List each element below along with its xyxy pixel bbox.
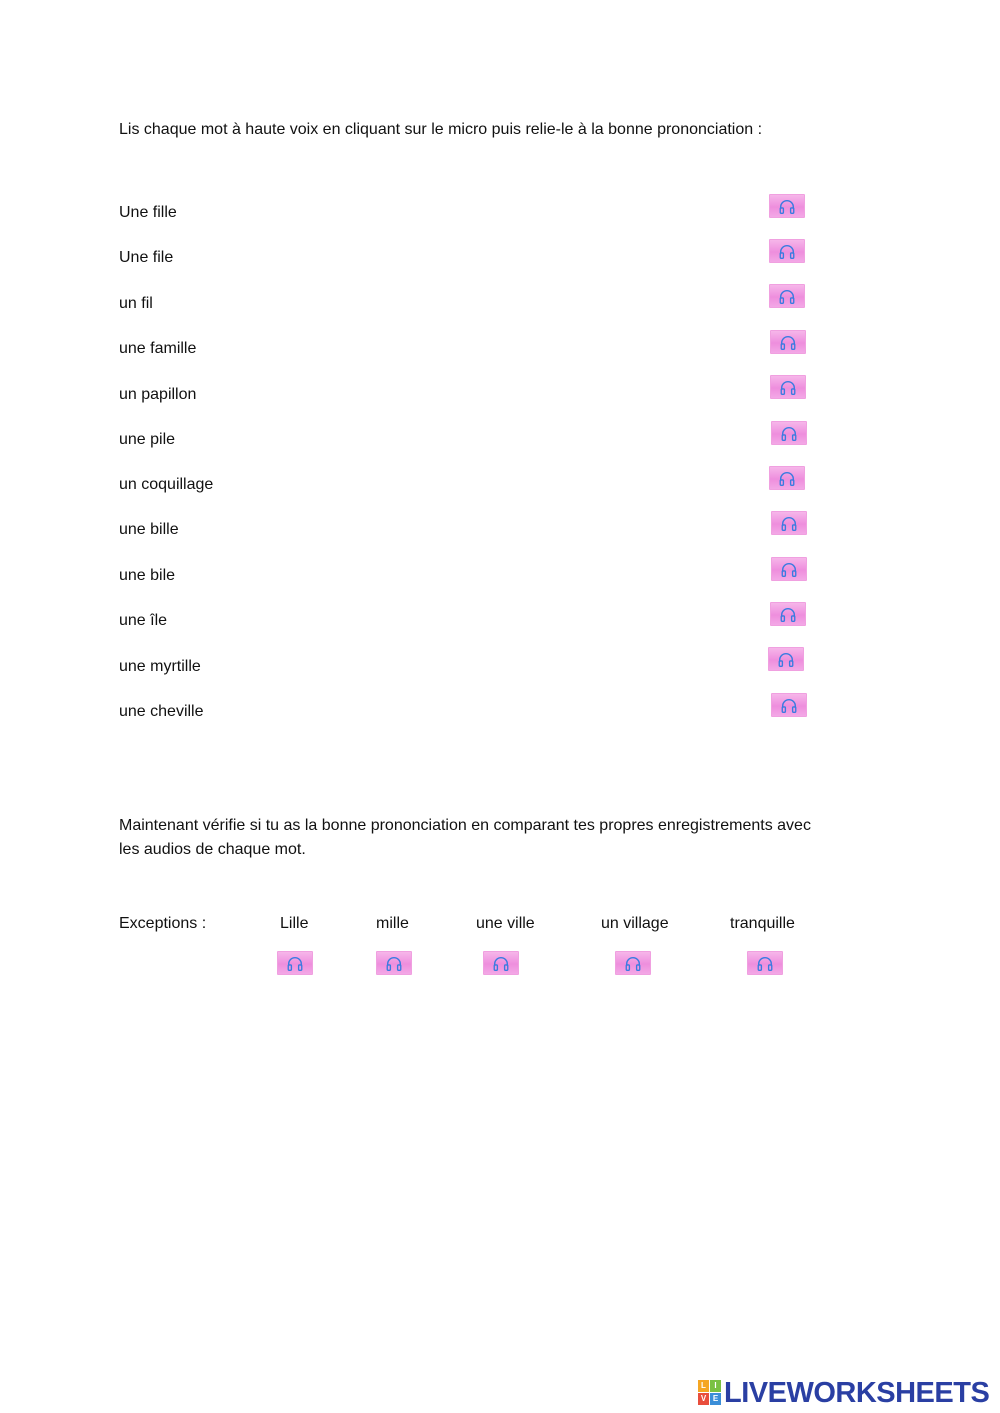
word-label: Une fille	[119, 204, 177, 221]
audio-button[interactable]	[376, 951, 412, 975]
headphones-icon	[286, 955, 304, 973]
brand-name: LIVEWORKSHEETS	[724, 1377, 990, 1409]
audio-button[interactable]	[483, 951, 519, 975]
word-label: un papillon	[119, 386, 197, 403]
audio-button[interactable]	[277, 951, 313, 975]
headphones-icon	[778, 198, 796, 216]
word-label: un fil	[119, 295, 153, 312]
audio-button[interactable]	[771, 421, 807, 445]
logo-mark-icon: L I V E	[698, 1380, 722, 1406]
check-instruction-line: les audios de chaque mot.	[119, 841, 306, 858]
audio-button[interactable]	[768, 647, 804, 671]
word-label: une famille	[119, 340, 197, 357]
headphones-icon	[780, 425, 798, 443]
audio-button[interactable]	[615, 951, 651, 975]
exception-word: tranquille	[730, 915, 795, 932]
audio-button[interactable]	[771, 511, 807, 535]
audio-button[interactable]	[770, 330, 806, 354]
audio-button[interactable]	[747, 951, 783, 975]
exception-word: une ville	[476, 915, 535, 932]
audio-button[interactable]	[771, 557, 807, 581]
word-label: Une file	[119, 249, 174, 266]
headphones-icon	[492, 955, 510, 973]
word-label: une bille	[119, 521, 179, 538]
headphones-icon	[779, 334, 797, 352]
exception-word: mille	[376, 915, 409, 932]
headphones-icon	[779, 606, 797, 624]
headphones-icon	[778, 288, 796, 306]
audio-button[interactable]	[769, 284, 805, 308]
word-label: un coquillage	[119, 476, 214, 493]
audio-button[interactable]	[769, 239, 805, 263]
audio-button[interactable]	[770, 375, 806, 399]
audio-button[interactable]	[770, 602, 806, 626]
exception-word: Lille	[280, 915, 309, 932]
exception-word: un village	[601, 915, 669, 932]
headphones-icon	[780, 561, 798, 579]
word-label: une cheville	[119, 703, 204, 720]
audio-button[interactable]	[771, 693, 807, 717]
audio-button[interactable]	[769, 466, 805, 490]
instruction-text: Lis chaque mot à haute voix en cliquant sur le micro puis relie-le à la bonne prononciation :	[119, 121, 763, 138]
word-label: une bile	[119, 567, 176, 584]
word-label: une île	[119, 612, 168, 629]
word-label: une myrtille	[119, 658, 201, 675]
check-instruction-line: Maintenant vérifie si tu as la bonne prononciation en comparant tes propres enregistrements avec	[119, 817, 811, 834]
exceptions-label: Exceptions :	[119, 915, 207, 932]
headphones-icon	[777, 651, 795, 669]
headphones-icon	[778, 470, 796, 488]
headphones-icon	[624, 955, 642, 973]
headphones-icon	[756, 955, 774, 973]
headphones-icon	[780, 697, 798, 715]
headphones-icon	[778, 243, 796, 261]
word-label: une pile	[119, 431, 176, 448]
headphones-icon	[779, 379, 797, 397]
headphones-icon	[385, 955, 403, 973]
headphones-icon	[780, 515, 798, 533]
audio-button[interactable]	[769, 194, 805, 218]
